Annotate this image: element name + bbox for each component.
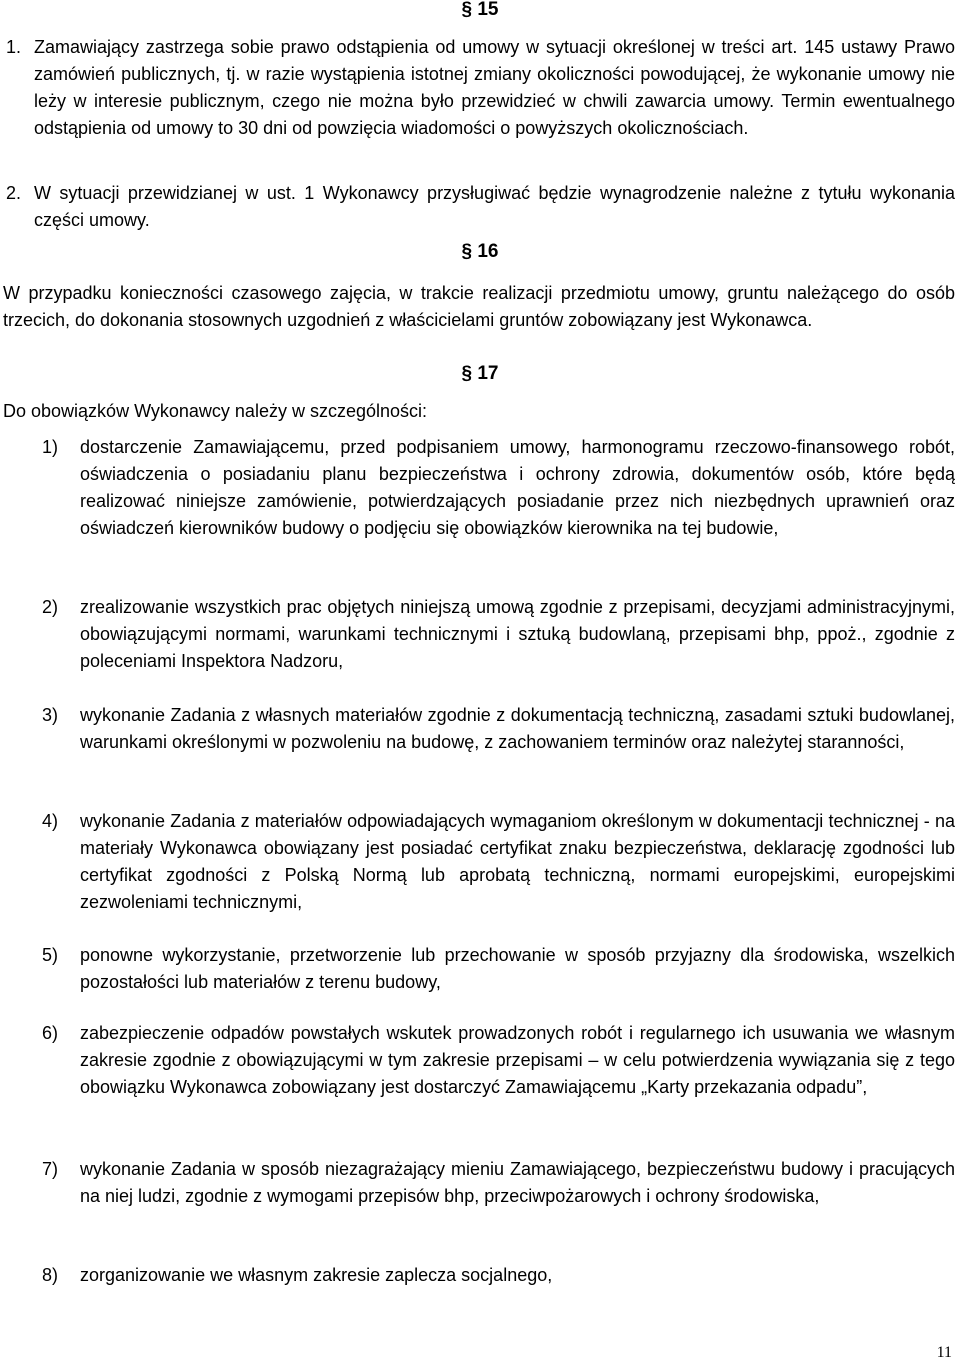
item-number: 1. <box>6 37 22 57</box>
item-text: W sytuacji przewidzianej w ust. 1 Wykonawcy przysługiwać będzie wynagrodzenie należne z tytułu wykonania części umowy. <box>34 183 955 230</box>
item-number: 4) <box>42 811 59 831</box>
obligation-item-6 <box>0 1020 955 1101</box>
item-text: zabezpieczenie odpadów powstałych wskutek prowadzonych robót i regularnego ich usuwania we własnym zakresie zgodnie z obowiązującymi w tym zakresie przepisami – w celu potwierdzenia wywiązania się z tego obowiązku Wykonawca zobowiązany jest dostarczyć Zamawiającemu „Karty przekazania odpadu”, <box>80 1023 955 1097</box>
section-16-paragraph: W przypadku konieczności czasowego zajęcia, w trakcie realizacji przedmiotu umowy, gruntu należącego do osób trzecich, do dokonania stosownych uzgodnień z właścicielami gruntów zobowiązany jest Wykonawca. <box>3 283 955 330</box>
item-text: wykonanie Zadania z własnych materiałów zgodnie z dokumentacją techniczną, zasadami sztuki budowlanej, warunkami określonymi w pozwoleniu na budowę, z zachowaniem terminów oraz należytej staranności, <box>80 705 955 752</box>
item-number: 5) <box>42 945 59 965</box>
item-number: 1) <box>42 437 59 457</box>
item-text: ponowne wykorzystanie, przetworzenie lub przechowanie w sposób przyjazny dla środowiska, wszelkich pozostałości lub materiałów z terenu budowy, <box>80 945 955 992</box>
section-16-heading: § 16 <box>461 241 499 262</box>
obligation-item-8 <box>0 1262 955 1289</box>
page-number: 11 <box>936 1344 952 1361</box>
section-15-heading: § 15 <box>461 0 499 20</box>
item-number: 3) <box>42 705 59 725</box>
obligation-item-4 <box>0 808 955 916</box>
item-text: wykonanie Zadania z materiałów odpowiadających wymaganiom określonym w dokumentacji technicznej - na materiały Wykonawca obowiązany jest posiadać certyfikat znaku bezpieczeństwa, deklarację zgodności lub certyfikat zgodności z Polską Normą lub aprobatą techniczną, normami europejskimi, europejskimi zezwoleniami technicznymi, <box>80 811 955 912</box>
item-text: dostarczenie Zamawiającemu, przed podpisaniem umowy, harmonogramu rzeczowo-finansowego robót, oświadczenia o posiadaniu planu bezpieczeństwa i ochrony zdrowia, dokumentów osób, które będą realizować niniejsze zamówienie, potwierdzających posiadanie przez nich niezbędnych uprawnień oraz oświadczeń kierowników budowy o podjęciu się obowiązków kierownika na tej budowie, <box>80 437 955 538</box>
item-text: zrealizowanie wszystkich prac objętych niniejszą umową zgodnie z przepisami, decyzjami administracyjnymi, obowiązującymi normami, warunkami technicznymi i sztuką budowlaną, przepisami bhp, ppoż., zgodnie z poleceniami Inspektora Nadzoru, <box>80 597 955 671</box>
obligation-item-3 <box>0 702 955 756</box>
item-number: 2) <box>42 597 59 617</box>
item-text: zorganizowanie we własnym zakresie zaplecza socjalnego, <box>80 1265 553 1285</box>
section-15-item-2 <box>0 180 955 234</box>
section-15-item-1 <box>0 34 955 142</box>
item-number: 2. <box>6 183 22 203</box>
item-text: wykonanie Zadania w sposób niezagrażający mieniu Zamawiającego, bezpieczeństwu budowy i pracujących na niej ludzi, zgodnie z wymogami przepisów bhp, przeciwpożarowych i ochrony środowiska, <box>80 1159 955 1206</box>
obligation-item-1 <box>0 434 955 542</box>
obligation-item-2 <box>0 594 955 675</box>
item-number: 6) <box>42 1023 59 1043</box>
section-17-intro: Do obowiązków Wykonawcy należy w szczególności: <box>3 401 428 421</box>
obligation-item-7 <box>0 1156 955 1210</box>
item-text: Zamawiający zastrzega sobie prawo odstąpienia od umowy w sytuacji określonej w treści art. 145 ustawy Prawo zamówień publicznych, tj. w razie wystąpienia istotnej zmiany okoliczności powodującej, że wykonanie umowy nie leży w interesie publicznym, czego nie można było przewidzieć w chwili zawarcia umowy. Termin ewentualnego odstąpienia od umowy to 30 dni od powzięcia wiadomości o powyższych okolicznościach. <box>34 37 955 138</box>
section-17-heading: § 17 <box>461 363 499 384</box>
item-number: 7) <box>42 1159 59 1179</box>
item-number: 8) <box>42 1265 59 1285</box>
obligation-item-5 <box>0 942 955 996</box>
